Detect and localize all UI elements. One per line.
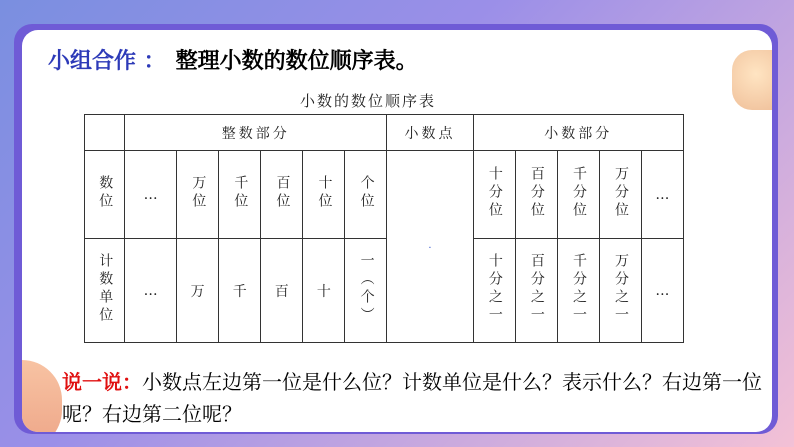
- table-cell: 百位: [261, 151, 303, 239]
- row-label-place: 数位: [85, 151, 125, 239]
- table-cell: …: [641, 239, 683, 343]
- table-cell: 千分位: [557, 151, 599, 239]
- corner-cell: [85, 115, 125, 151]
- table-row: [85, 151, 684, 239]
- table-cell: 千位: [219, 151, 261, 239]
- row-label-unit: 计数单位: [85, 239, 125, 343]
- heading-label: 小组合作 ：: [48, 49, 166, 74]
- table-cell: 百分位: [515, 151, 557, 239]
- table-cell: 个位: [345, 151, 387, 239]
- discussion-text: 小数点左边第一位是什么位？计数单位是什么？表示什么？右边第一位呢？右边第二位呢？: [62, 370, 762, 426]
- table-cell: 万: [177, 239, 219, 343]
- table-cell: 千: [219, 239, 261, 343]
- discussion-prompt: [62, 366, 762, 430]
- table-cell: 万分之一: [599, 239, 641, 343]
- slide-heading: [48, 44, 418, 75]
- table-cell: 十分之一: [473, 239, 515, 343]
- decoration-right: [732, 50, 772, 110]
- table-cell: 千分之一: [557, 239, 599, 343]
- table-cell: 万位: [177, 151, 219, 239]
- decimal-point-cell: ·: [387, 151, 473, 343]
- table-cell: 一（个）: [345, 239, 387, 343]
- table-cell: …: [125, 151, 177, 239]
- decoration-left: [22, 360, 62, 432]
- table-title: 小数的数位顺序表: [300, 92, 437, 110]
- table-cell: 万分位: [599, 151, 641, 239]
- header-decimal-part: 小数部分: [473, 115, 683, 151]
- place-value-table: [84, 114, 684, 343]
- table-cell: 十分位: [473, 151, 515, 239]
- table-cell: …: [125, 239, 177, 343]
- header-decimal-point: 小数点: [387, 115, 473, 151]
- table-header-row: [85, 115, 684, 151]
- table-row: [85, 239, 684, 343]
- header-integer-part: 整数部分: [125, 115, 387, 151]
- table-cell: 百: [261, 239, 303, 343]
- table-cell: …: [641, 151, 683, 239]
- table-cell: 百分之一: [515, 239, 557, 343]
- table-cell: 十: [303, 239, 345, 343]
- table-cell: 十位: [303, 151, 345, 239]
- heading-text: 整理小数的数位顺序表。: [175, 49, 418, 74]
- discussion-label: 说一说：: [62, 370, 142, 394]
